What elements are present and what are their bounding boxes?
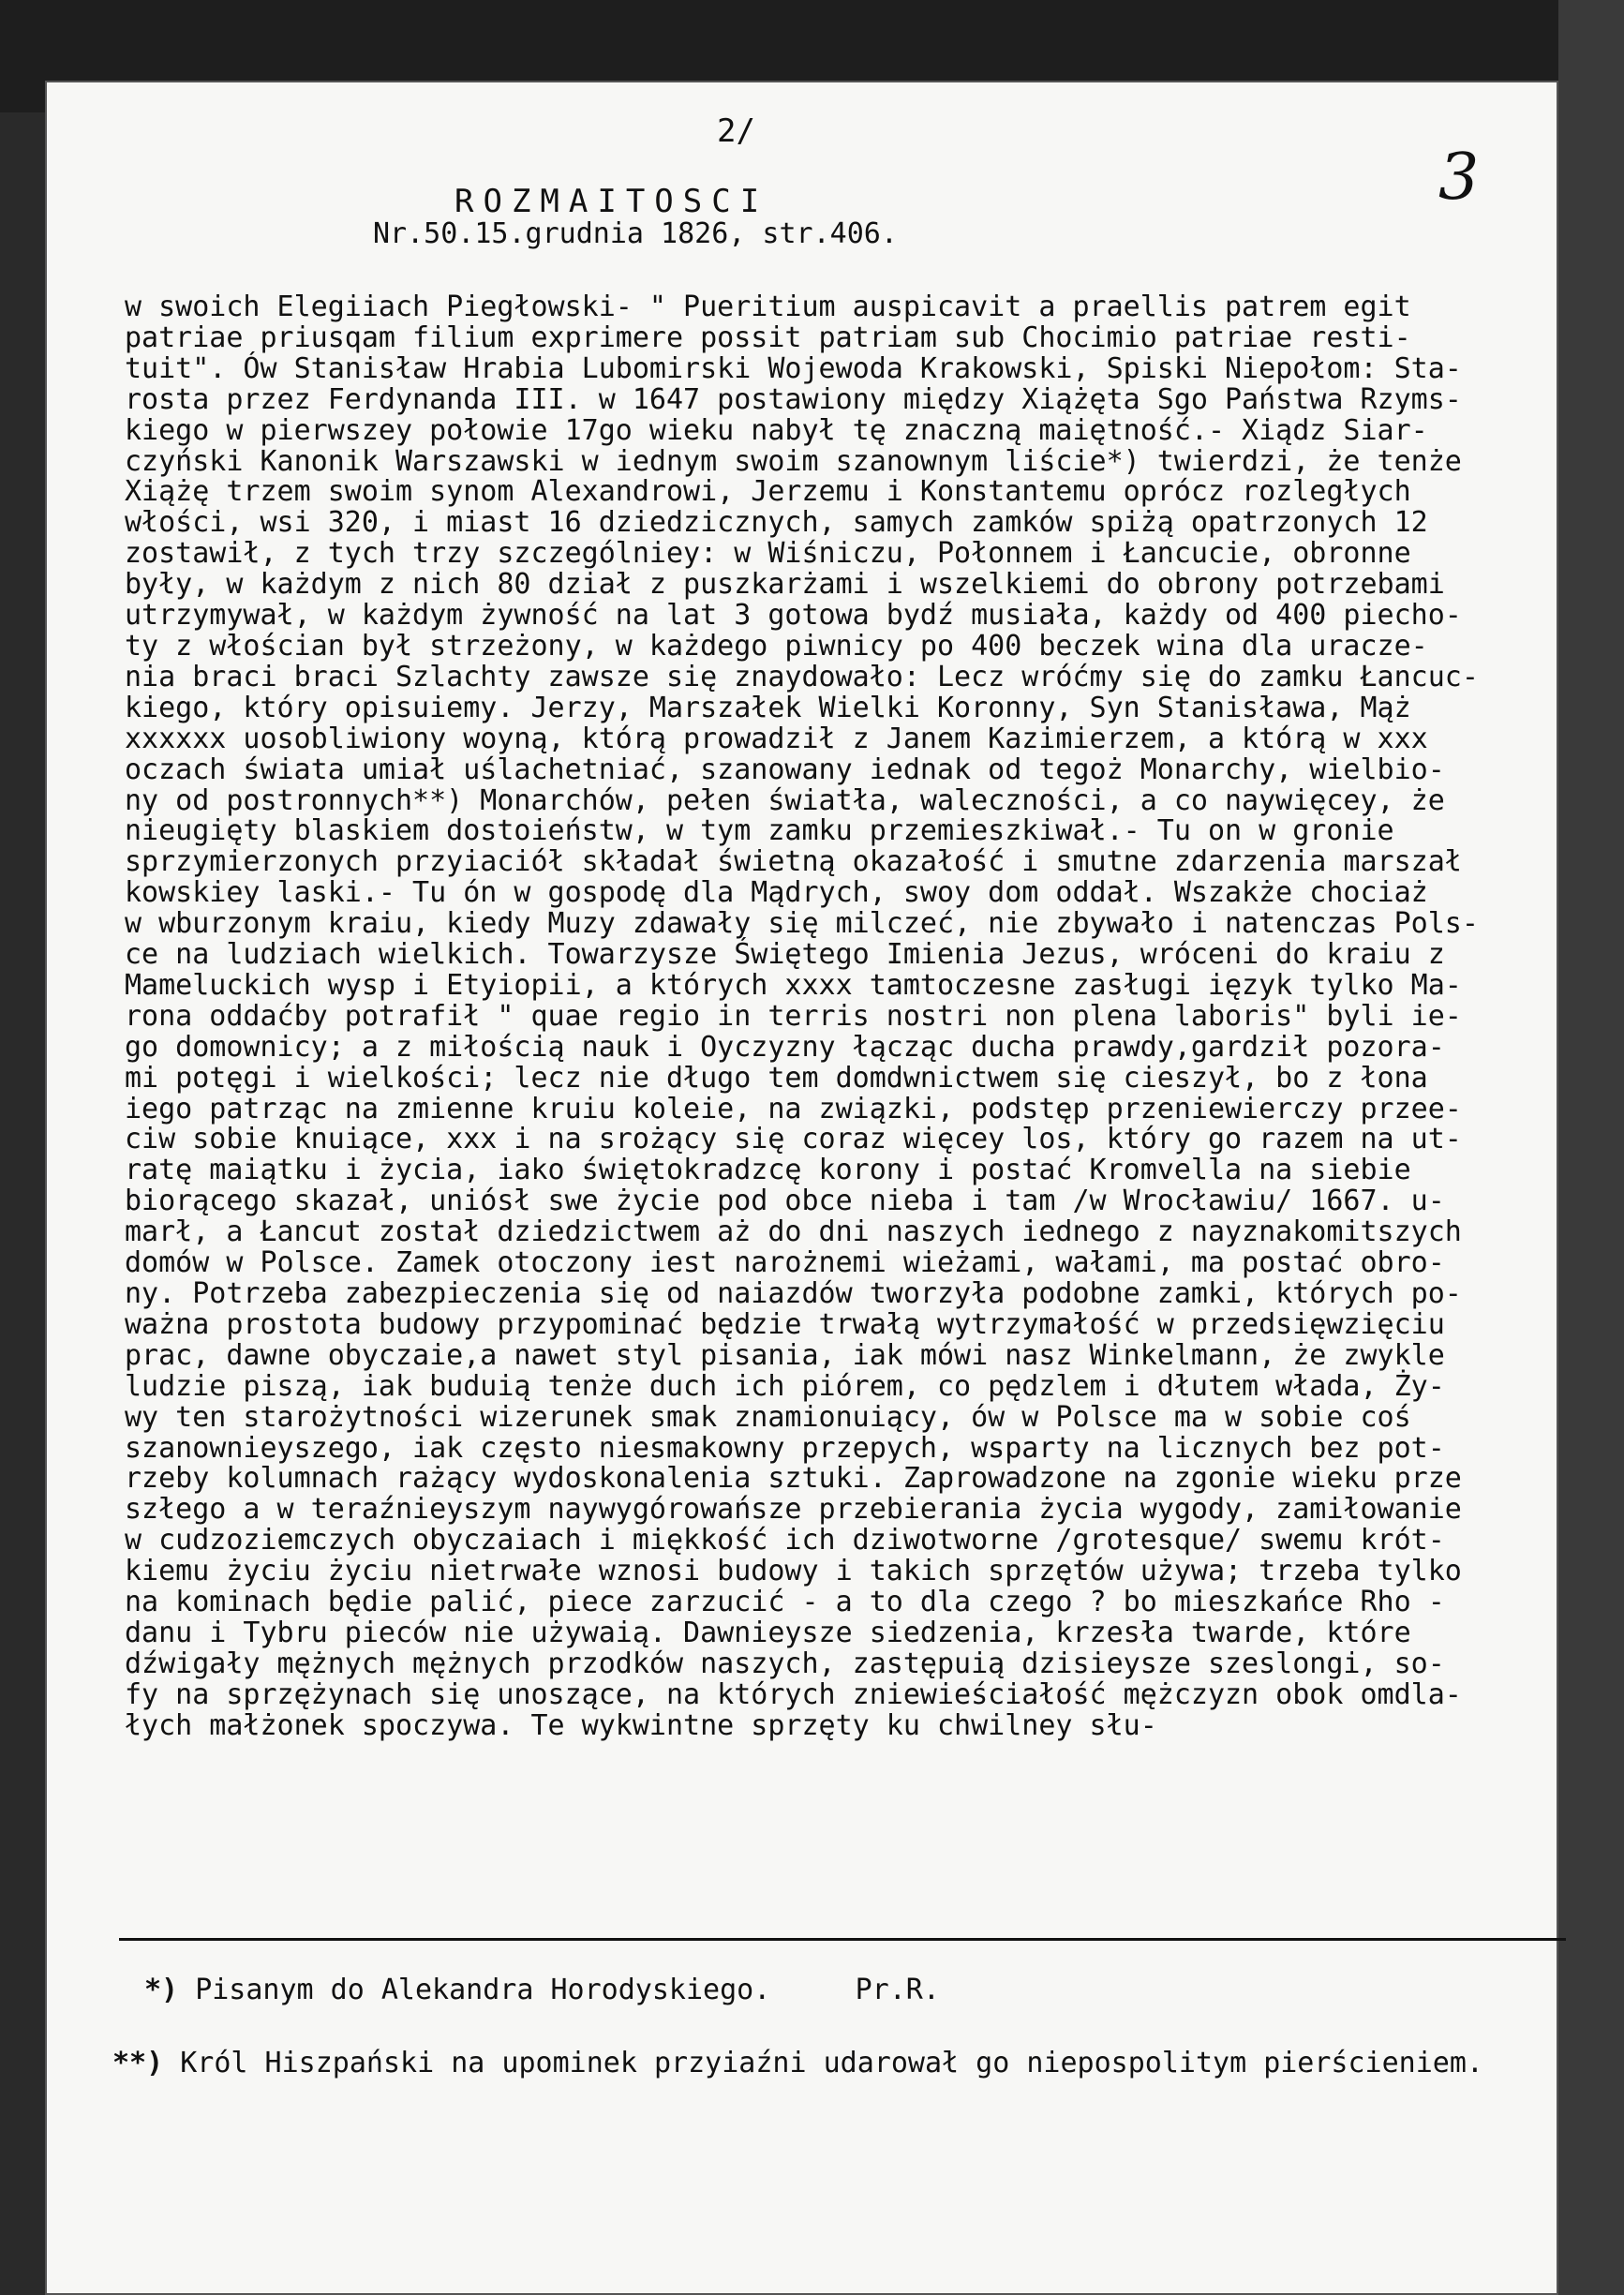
body-line: ludzie piszą, iak buduią tenże duch ich piórem, co pędzlem i dłutem włada, Ży- bbox=[125, 1369, 1445, 1403]
body-line: na kominach będie palić, piece zarzucić - a to dla czego ? bo mieszkańce Rho - bbox=[125, 1586, 1445, 1619]
body-line: utrzymywał, w każdym żywność na lat 3 gotowa bydź musiała, każdy od 400 piecho- bbox=[125, 599, 1462, 633]
body-line: mi potęgi i wielkości; lecz nie długo tem domdwnictwem się cieszył, bo z łona bbox=[125, 1061, 1428, 1095]
body-line: prac, dawne obyczaie,a nawet styl pisania, iak mówi nasz Winkelmann, że zwykle bbox=[125, 1338, 1445, 1372]
body-line: nia braci braci Szlachty zawsze się znaydowało: Lecz wróćmy się do zamku Łancuc- bbox=[125, 660, 1479, 693]
body-line: kiemu życiu życiu nietrwałe wznosi budowy i takich sprzętów używa; trzeba tylko bbox=[125, 1555, 1462, 1588]
body-line: biorącego skazał, uniósł swe życie pod obce nieba i tam /w Wrocławiu/ 1667. u- bbox=[125, 1185, 1445, 1218]
body-line: oczach świata umiał uślachetniać, szanowany iednak od tegoż Monarchy, wielbio- bbox=[125, 753, 1445, 786]
page-number: 2/ bbox=[717, 112, 755, 150]
body-line: szanownieyszego, iak często niesmakowny przepych, wsparty na licznych bez pot- bbox=[125, 1431, 1445, 1465]
body-line: w swoich Elegiiach Piegłowski- " Pueritium auspicavit a praellis patrem egit bbox=[125, 291, 1411, 323]
document-subtitle: Nr.50.15.grudnia 1826, str.406. bbox=[373, 217, 898, 250]
body-line: ratę maiątku i życia, iako świętokradzcę korony i postać Kromvella na siebie bbox=[125, 1154, 1411, 1187]
body-line: nieugięty blaskiem dostoieństw, w tym zamku przemieszkiwał.- Tu on w gronie bbox=[125, 814, 1394, 848]
footnote-2-marker: **) bbox=[112, 2047, 164, 2079]
body-line: zostawił, z tych trzy szczególniey: w Wiśniczu, Połonnem i Łancucie, obronne bbox=[125, 537, 1411, 571]
body-line: Mameluckich wysp i Etyiopii, a których xxxx tamtoczesne zasługi ięzyk tylko Ma- bbox=[125, 968, 1462, 1002]
footnote-1-marker: *) bbox=[144, 1974, 179, 2006]
body-line: ny od postronnych**) Monarchów, pełen światła, waleczności, a co naywięcey, że bbox=[125, 783, 1445, 817]
body-line: tuit". Ów Stanisław Hrabia Lubomirski Wojewoda Krakowski, Spiski Niepołom: Sta- bbox=[125, 351, 1462, 385]
body-line: fy na sprzężynach się unoszące, na których zniewieściałość mężczyzn obok omdla- bbox=[125, 1677, 1462, 1711]
body-line: domów w Polsce. Zamek otoczony iest narożnemi wieżami, wałami, ma postać obro- bbox=[125, 1246, 1445, 1280]
body-line: włości, wsi 320, i miast 16 dziedzicznych, samych zamków spiżą opatrzonych 12 bbox=[125, 506, 1428, 540]
footnote-1-text: Pisanym do Alekandra Horodyskiego. Pr.R. bbox=[195, 1974, 940, 2006]
footnote-1 bbox=[144, 1974, 940, 2006]
body-line: kiego, który opisuiemy. Jerzy, Marszałek Wielki Koronny, Syn Stanisława, Mąż bbox=[125, 691, 1411, 724]
body-line: patriae priusqam filium exprimere possit patriam sub Chocimio patriae resti- bbox=[125, 320, 1411, 354]
body-line: go domownicy; a z miłością nauk i Oyczyzny łącząc ducha prawdy,gardził pozora- bbox=[125, 1030, 1445, 1064]
body-line: rona oddaćby potrafił " quae regio in terris nostri non plena laboris" byli ie- bbox=[125, 999, 1462, 1033]
body-line: xxxxxx uosobliwiony woyną, którą prowadził z Janem Kazimierzem, a którą w xxx bbox=[125, 722, 1428, 755]
body-line: rosta przez Ferdynanda III. w 1647 postawiony między Xiążęta Sgo Państwa Rzyms- bbox=[125, 382, 1462, 416]
footnote-2 bbox=[112, 2047, 1483, 2079]
body-line: ty z włościan był strzeżony, w każdego piwnicy po 400 beczek wina dla uracze- bbox=[125, 629, 1428, 663]
body-line: danu i Tybru pieców nie używaią. Dawnieysze siedzenia, krzesła twarde, które bbox=[125, 1616, 1411, 1649]
body-text bbox=[125, 292, 1572, 1742]
body-line: sprzymierzonych przyiaciół składał świetną okazałość i smutne zdarzenia marszał bbox=[125, 845, 1462, 879]
scan-left-edge bbox=[0, 112, 45, 2295]
footnote-separator bbox=[119, 1938, 1566, 1941]
body-line: iego patrząc na zmienne kruiu koleie, na związki, podstęp przeniewierczy przee- bbox=[125, 1092, 1462, 1125]
body-line: w wburzonym kraiu, kiedy Muzy zdawały się milczeć, nie zbywało i natenczas Pols- bbox=[125, 907, 1479, 941]
body-line: ważna prostota budowy przypominać będzie trwałą wytrzymałość w przedsięwzięciu bbox=[125, 1307, 1445, 1341]
body-line: ny. Potrzeba zabezpieczenia się od naiazdów tworzyła podobne zamki, których po- bbox=[125, 1277, 1462, 1310]
body-line: czyński Kanonik Warszawski w iednym swoim szanownym liście*) twierdzi, że tenże bbox=[125, 444, 1462, 478]
footnote-2-text: Król Hiszpański na upominek przyiaźni udarował go niepospolitym pierścieniem. bbox=[180, 2047, 1483, 2079]
document-title: ROZMAITOSCI bbox=[454, 183, 769, 220]
body-line: ce na ludziach wielkich. Towarzysze Świętego Imienia Jezus, wróceni do kraiu z bbox=[125, 938, 1445, 972]
body-line: kiego w pierwszey połowie 17go wieku nabył tę znaczną maiętność.- Xiądz Siar- bbox=[125, 413, 1428, 447]
body-line: kowskiey laski.- Tu ón w gospodę dla Mądrych, swoy dom oddał. Wszakże chociaż bbox=[125, 876, 1428, 910]
body-line: w cudzoziemczych obyczaiach i miękkość ich dziwotworne /grotesque/ swemu krót- bbox=[125, 1524, 1445, 1557]
handwritten-page-number: 3 bbox=[1438, 141, 1480, 215]
body-line: Xiążę trzem swoim synom Alexandrowi, Jerzemu i Konstantemu oprócz rozległych bbox=[125, 475, 1411, 509]
body-line: szłego a w teraźnieyszym naywygórowańsze przebierania życia wygody, zamiłowanie bbox=[125, 1493, 1462, 1527]
body-line: dźwigały mężnych mężnych przodków naszych, zastępuią dzisieysze szeslongi, so- bbox=[125, 1647, 1445, 1680]
body-line: były, w każdym z nich 80 dział z puszkarżami i wszelkiemi do obrony potrzebami bbox=[125, 568, 1445, 602]
body-line: marł, a Łancut został dziedzictwem aż do dni naszych iednego z nayznakomitszych bbox=[125, 1215, 1462, 1249]
body-line: łych małżonek spoczywa. Te wykwintne sprzęty ku chwilney słu- bbox=[125, 1708, 1157, 1742]
body-line: ciw sobie knuiące, xxx i na srożący się coraz więcey los, który go razem na ut- bbox=[125, 1123, 1462, 1156]
body-line: rzeby kolumnach rażący wydoskonalenia sztuki. Zaprowadzone na zgonie wieku prze bbox=[125, 1462, 1462, 1496]
body-line: wy ten starożytności wizerunek smak znamionuiący, ów w Polsce ma w sobie coś bbox=[125, 1400, 1411, 1434]
